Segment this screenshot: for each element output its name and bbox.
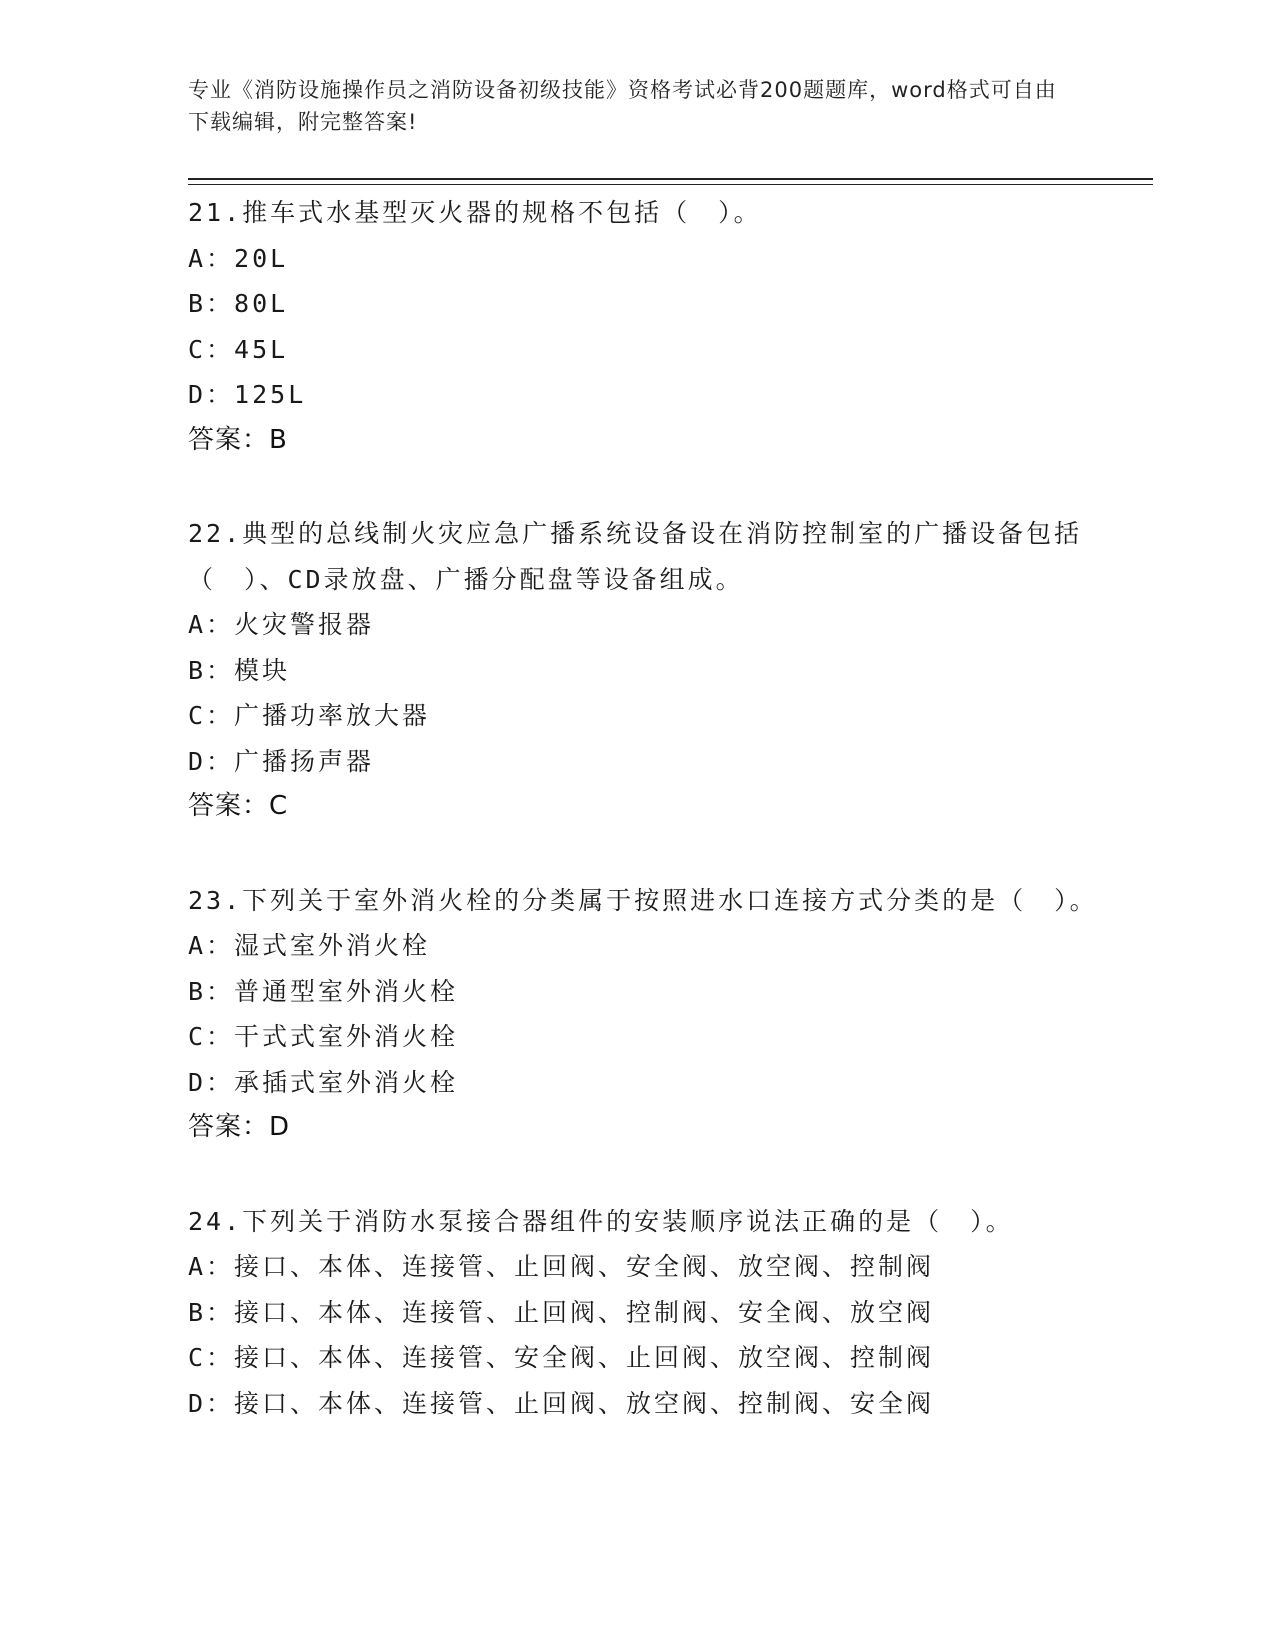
- header-rule-thick: [188, 178, 1153, 180]
- option-c: C：45L: [188, 334, 289, 364]
- question-spacer: [188, 463, 1108, 511]
- option-b: B：普通型室外消火栓: [188, 976, 459, 1006]
- question-stem: 24.下列关于消防水泵接合器组件的安装顺序说法正确的是（ ）。: [188, 1206, 1014, 1236]
- option-a: A：接口、本体、连接管、止回阀、安全阀、放空阀、控制阀: [188, 1252, 935, 1281]
- document-header: [188, 74, 1068, 138]
- option-d: D：接口、本体、连接管、止回阀、放空阀、控制阀、安全阀: [188, 1388, 935, 1418]
- option-a: A：湿式室外消火栓: [188, 931, 431, 960]
- option-d: D：承插式室外消火栓: [188, 1067, 459, 1097]
- question-24: [188, 1199, 1108, 1427]
- question-23: [188, 878, 1108, 1151]
- question-list: [188, 190, 1108, 1426]
- answer-line: 答案：D: [188, 1112, 291, 1142]
- option-c: C：接口、本体、连接管、安全阀、止回阀、放空阀、控制阀: [188, 1343, 935, 1372]
- answer-line: 答案：C: [188, 791, 289, 821]
- header-intro-text: 专业《消防设施操作员之消防设备初级技能》资格考试必背200题题库，word格式可自由下载编辑，附完整答案!: [188, 78, 1057, 134]
- option-d: D：125L: [188, 380, 307, 409]
- option-b: B：接口、本体、连接管、止回阀、控制阀、安全阀、放空阀: [188, 1297, 935, 1327]
- question-22: [188, 511, 1108, 830]
- question-spacer: [188, 830, 1108, 878]
- option-b: B：80L: [188, 289, 289, 318]
- question-21: [188, 190, 1108, 463]
- option-b: B：模块: [188, 655, 291, 685]
- question-spacer: [188, 1151, 1108, 1199]
- question-stem: 22.典型的总线制火灾应急广播系统设备设在消防控制室的广播设备包括（ ）、CD录放盘、广播分配盘等设备组成。: [188, 519, 1083, 594]
- option-d: D：广播扬声器: [188, 746, 375, 776]
- option-a: A：火灾警报器: [188, 610, 375, 639]
- question-stem: 23.下列关于室外消火栓的分类属于按照进水口连接方式分类的是（ ）。: [188, 885, 1098, 915]
- answer-line: 答案：B: [188, 424, 288, 455]
- option-c: C：广播功率放大器: [188, 701, 431, 730]
- header-rule-thin: [188, 184, 1153, 185]
- option-c: C：干式式室外消火栓: [188, 1022, 459, 1051]
- question-stem: 21.推车式水基型灭火器的规格不包括（ ）。: [188, 198, 762, 227]
- option-a: A：20L: [188, 243, 289, 273]
